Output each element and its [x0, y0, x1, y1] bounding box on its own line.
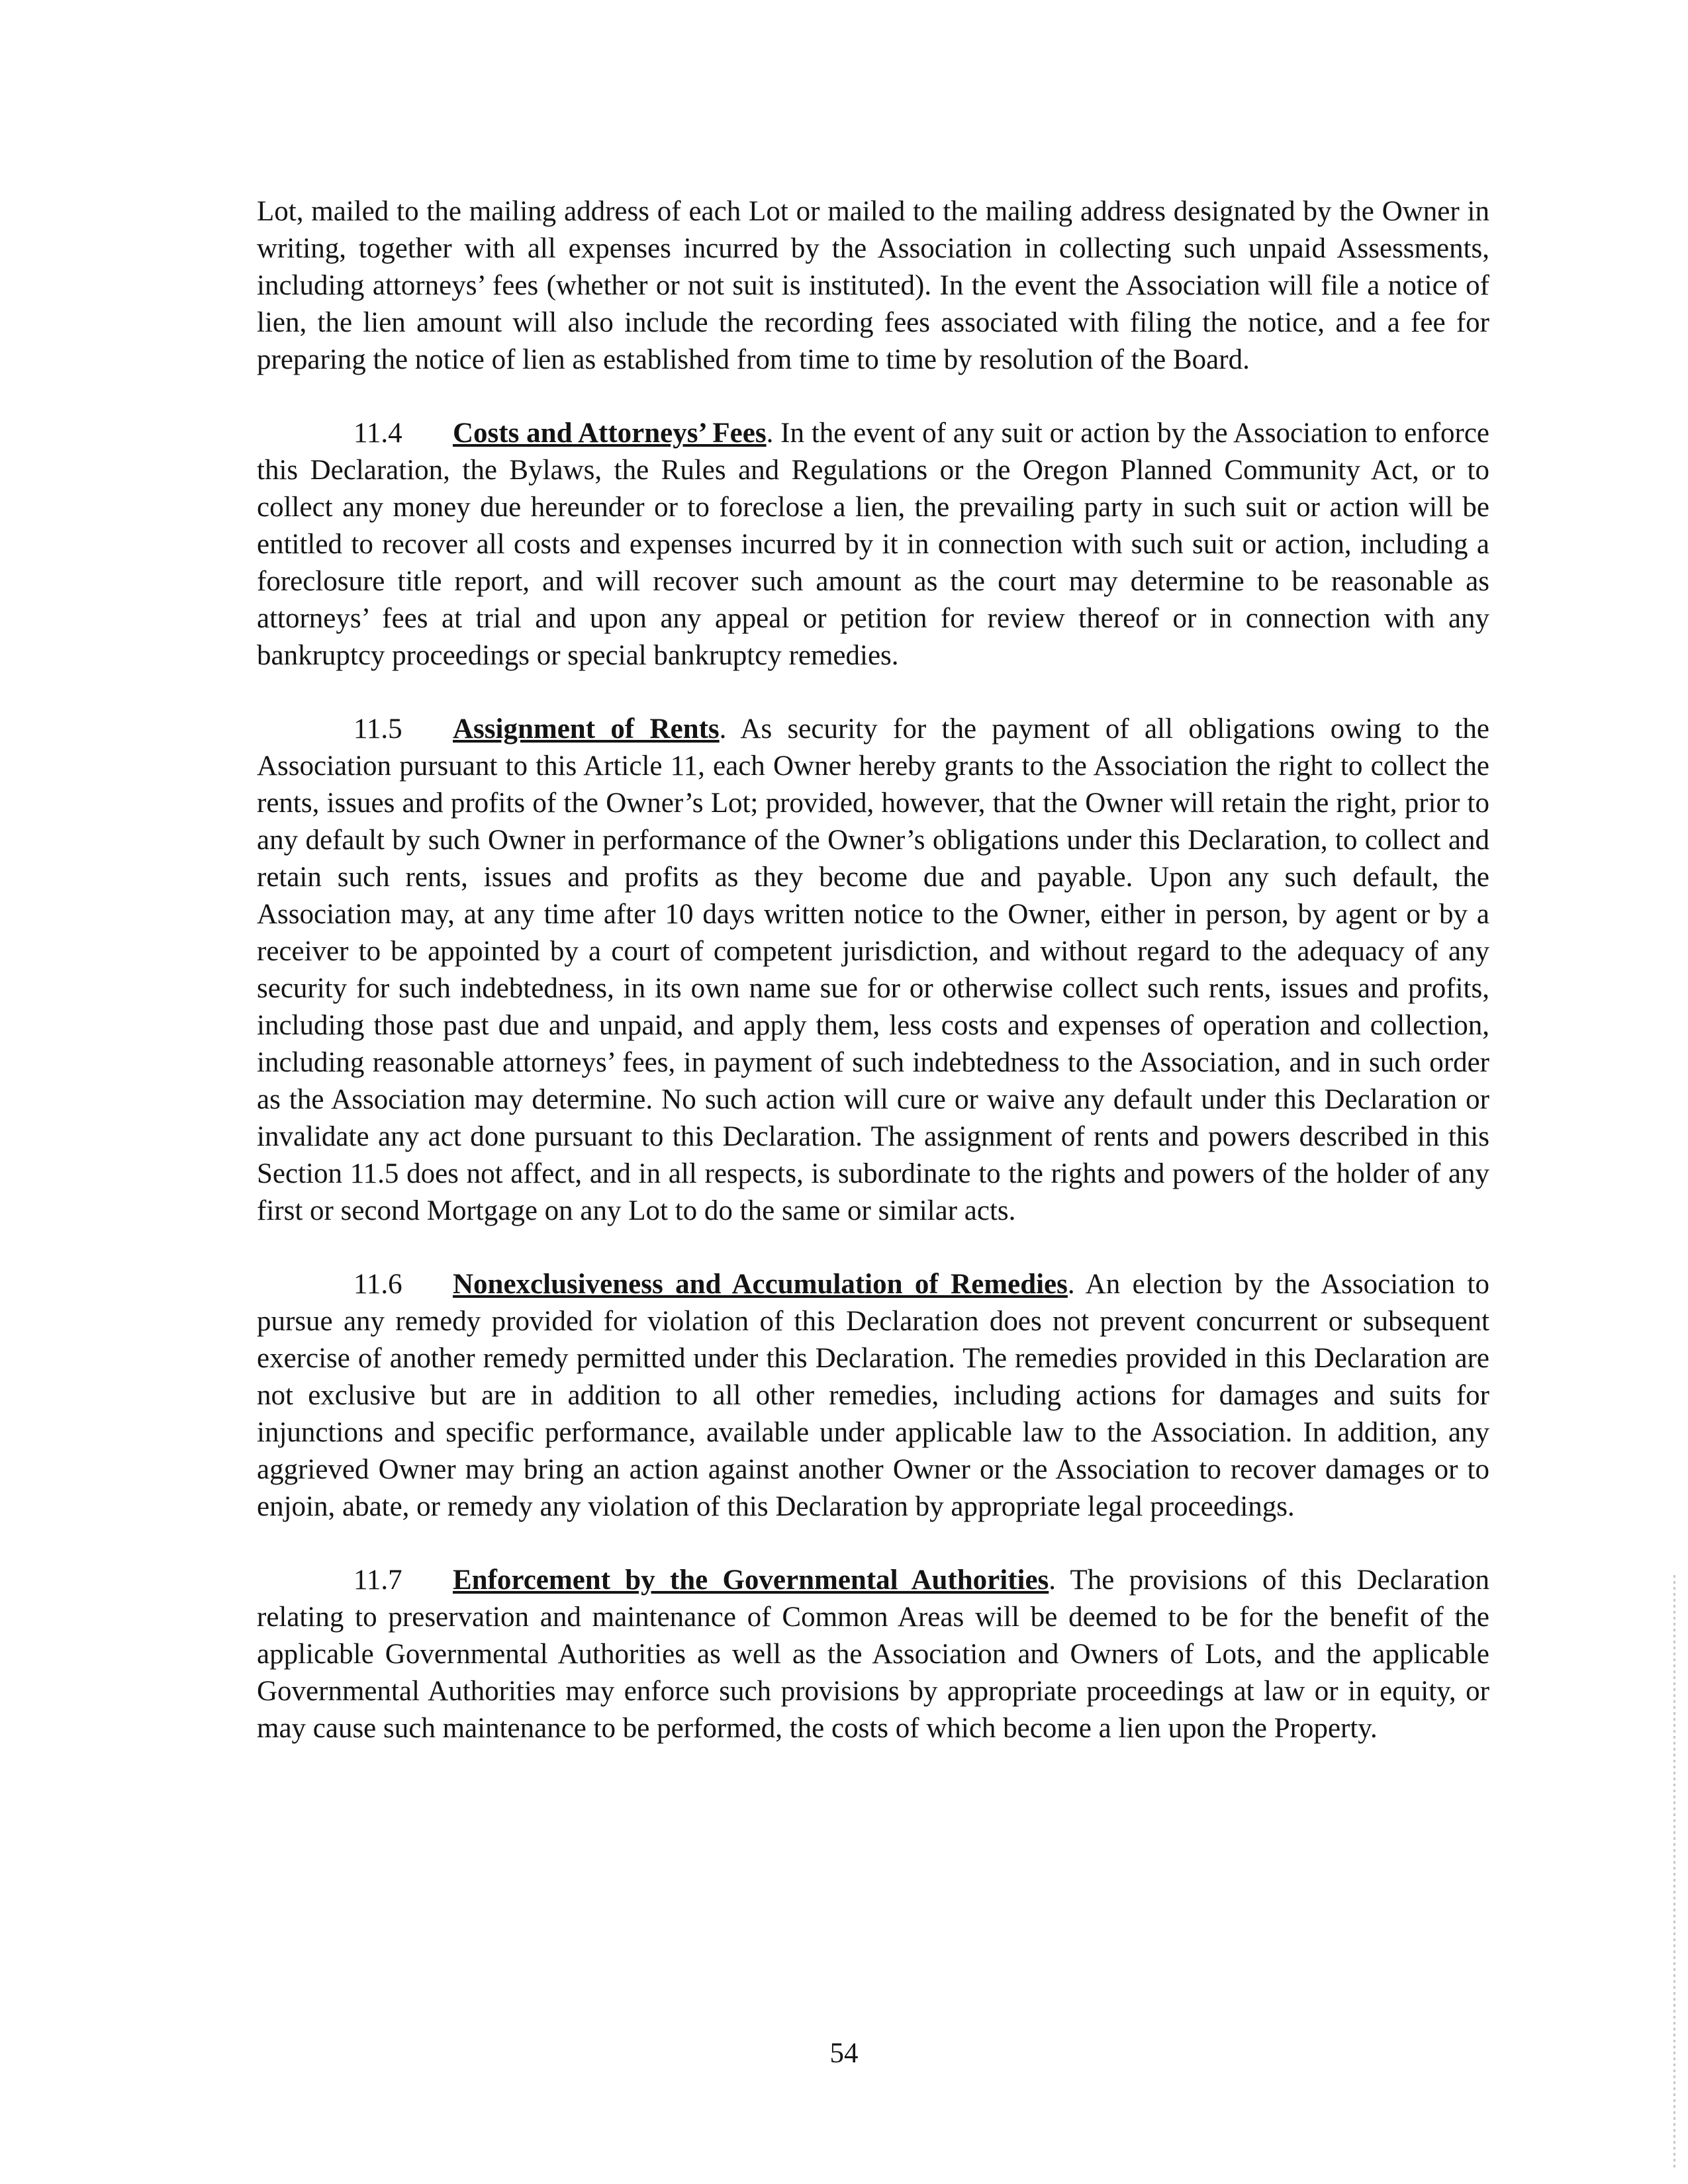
scan-edge-artifact	[1673, 1575, 1675, 2171]
section-body: . An election by the Association to pursue any remedy provided for violation of this Declaration does not prevent concurrent or subsequent exercise of another remedy permitted under this Declaration. The remedies provided in this Declaration are not exclusive but are in addition to all other remedies, including actions for damages and suits for injunctions and specific performance, available under applicable law to the Association. In addition, any aggrieved Owner may bring an action against another Owner or the Association to recover damages or to enjoin, abate, or remedy any violation of this Declaration by appropriate legal proceedings.	[257, 1269, 1489, 1522]
section-title: Costs and Attorneys’ Fees	[453, 418, 767, 449]
section-number: 11.5	[353, 713, 402, 745]
section-number: 11.6	[353, 1269, 402, 1300]
section-11-4	[257, 415, 1489, 674]
section-11-6	[257, 1266, 1489, 1525]
section-11-7	[257, 1562, 1489, 1747]
section-number: 11.7	[353, 1565, 402, 1596]
section-title: Assignment of Rents	[453, 713, 720, 745]
section-body: . As security for the payment of all obligations owing to the Association pursuant to this Article 11, each Owner hereby grants to the Association the right to collect the rents, issues and profits of the Owner’s Lot; provided, however, that the Owner will retain the right, prior to any default by such Owner in performance of the Owner’s obligations under this Declaration, to collect and retain such rents, issues and profits as they become due and payable. Upon any such default, the Association may, at any time after 10 days written notice to the Owner, either in person, by agent or by a receiver to be appointed by a court of competent jurisdiction, and without regard to the adequacy of any security for such indebtedness, in its own name sue for or otherwise collect such rents, issues and profits, including those past due and unpaid, and apply them, less costs and expenses of operation and collection, including reasonable attorneys’ fees, in payment of such indebtedness to the Association, and in such order as the Association may determine. No such action will cure or waive any default under this Declaration or invalidate any act done pursuant to this Declaration. The assignment of rents and powers described in this Section 11.5 does not affect, and in all respects, is subordinate to the rights and powers of the holder of any first or second Mortgage on any Lot to do the same or similar acts.	[257, 713, 1489, 1226]
document-body	[257, 193, 1489, 1747]
section-title: Enforcement by the Governmental Authorities	[453, 1565, 1049, 1596]
section-body: . The provisions of this Declaration relating to preservation and maintenance of Common Areas will be deemed to be for the benefit of the applicable Governmental Authorities as well as the Association and Owners of Lots, and the applicable Governmental Authorities may enforce such provisions by appropriate proceedings at law or in equity, or may cause such maintenance to be performed, the costs of which become a lien upon the Property.	[257, 1565, 1489, 1744]
section-number: 11.4	[353, 418, 402, 449]
page-number: 54	[829, 2038, 859, 2069]
section-body: . In the event of any suit or action by the Association to enforce this Declaration, the Bylaws, the Rules and Regulations or the Oregon Planned Community Act, or to collect any money due hereunder or to foreclose a lien, the prevailing party in such suit or action will be entitled to recover all costs and expenses incurred by it in connection with such suit or action, including a foreclosure title report, and will recover such amount as the court may determine to be reasonable as attorneys’ fees at trial and upon any appeal or petition for review thereof or in connection with any bankruptcy proceedings or special bankruptcy remedies.	[257, 418, 1490, 671]
section-11-5	[257, 711, 1489, 1230]
continuation-paragraph: Lot, mailed to the mailing address of each Lot or mailed to the mailing address designated by the Owner in writing, together with all expenses incurred by the Association in collecting such unpaid Assessments, including attorneys’ fees (whether or not suit is instituted). In the event the Association will file a notice of lien, the lien amount will also include the recording fees associated with filing the notice, and a fee for preparing the notice of lien as established from time to time by resolution of the Board.	[257, 196, 1489, 375]
section-title: Nonexclusiveness and Accumulation of Remedies	[453, 1269, 1068, 1300]
